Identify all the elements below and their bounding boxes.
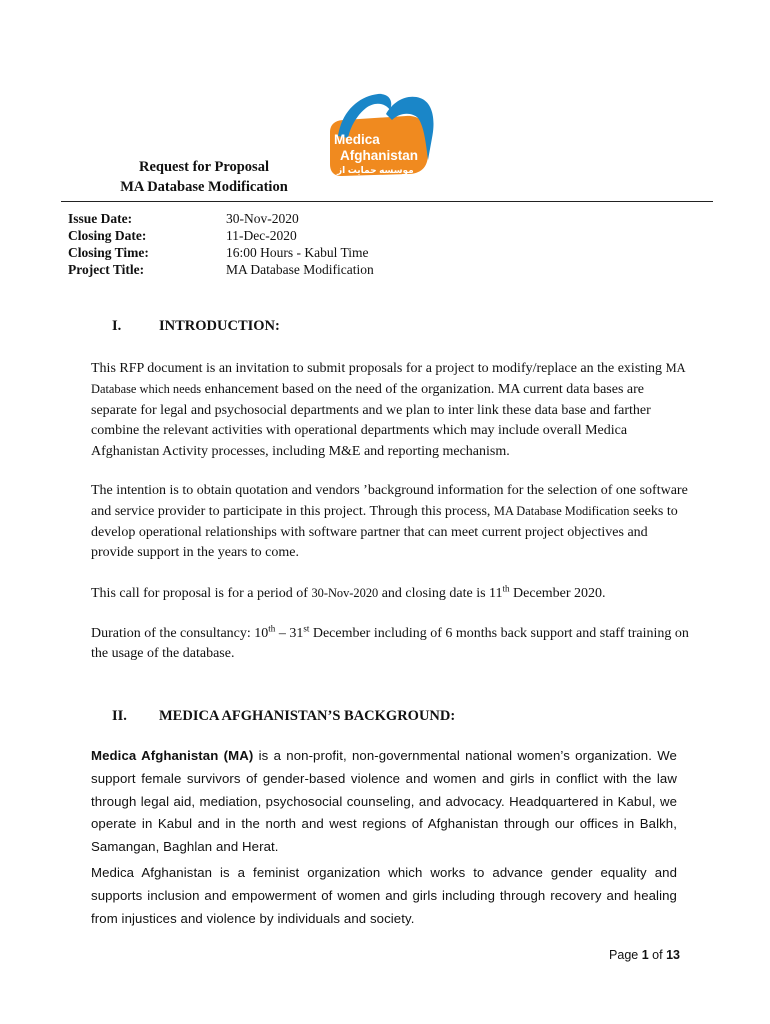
rfp-meta-table xyxy=(68,210,374,278)
text-run: enhancement based on the need of the organization. MA current data bases are separate for legal and psychosocial departments and we plan to inter link these data base and farther combine the relevant activities with operational departments which may include overall Medica Afghanistan Activity processes, including M&E and reporting mechanism. xyxy=(91,382,651,459)
text-run: December 2020. xyxy=(509,586,606,601)
intro-paragraph-2 xyxy=(91,481,691,564)
section-number: II. xyxy=(112,708,127,724)
section-title: MEDICA AFGHANISTAN’S BACKGROUND: xyxy=(159,708,456,724)
logo-line-afghanistan: Afghanistan xyxy=(340,148,419,163)
page-total: 13 xyxy=(666,948,680,962)
meta-row-issue-date xyxy=(68,210,374,227)
meta-label: Issue Date: xyxy=(68,211,133,226)
text-run: Medica Afghanistan is a feminist organization which works to advance gender equality and supports inclusion and empowerment of women and girls including through recovery and healing from injustices and violence by individuals and society. xyxy=(91,865,677,926)
meta-row-closing-time xyxy=(68,244,374,261)
section-title: INTRODUCTION: xyxy=(159,318,280,334)
meta-label: Project Title: xyxy=(68,262,145,277)
text-run: 30-Nov-2020 xyxy=(311,586,379,600)
header-divider xyxy=(61,201,713,202)
rfp-title-line2: MA Database Modification xyxy=(120,179,288,195)
page-current: 1 xyxy=(641,948,649,962)
text-run: MA Database Modification xyxy=(493,504,630,519)
intro-paragraph-3 xyxy=(91,583,691,604)
meta-value: MA Database Modification xyxy=(226,262,374,277)
meta-value: 16:00 Hours - Kabul Time xyxy=(226,245,369,260)
text-run: is a non-profit, non-governmental national women’s organization. We support female survivors of gender-based violence and women and girls in conflict with the law through legal aid, mediation, psychosocial counseling, and advocacy. Headquartered in Kabul, we operate in Kabul and in the north and west regions of Afghanistan through our offices in Balkh, Samangan, Baghlan and Herat. xyxy=(91,748,677,855)
background-paragraph-1 xyxy=(91,745,677,859)
intro-paragraph-4 xyxy=(91,624,691,665)
rfp-title xyxy=(100,157,308,197)
logo-text xyxy=(331,132,431,190)
text-run: This RFP document is an invitation to submit proposals for a project to modify/replace an the existing xyxy=(91,361,666,376)
text-run: and closing date is 11 xyxy=(378,586,503,601)
text-run: of xyxy=(652,948,663,962)
superscript: th xyxy=(502,583,510,594)
text-run: seeks to develop operational relationships with software partner that can meet current project objectives and provide support in the years to come. xyxy=(91,504,678,561)
intro-paragraph-1 xyxy=(91,358,691,462)
text-run: The intention is to obtain quotation and vendors ’background information for the selection of one software and service provider to participate in this project. Through this process, xyxy=(91,483,688,520)
text-run: This call for proposal is for a period of xyxy=(91,586,312,601)
page-number-footer xyxy=(609,948,680,962)
text-run-bold: Medica Afghanistan (MA) xyxy=(91,748,254,763)
text-run: December including of 6 months back support and staff training on the usage of the database. xyxy=(91,626,689,662)
rfp-title-line1: Request for Proposal xyxy=(139,159,269,175)
meta-row-project-title xyxy=(68,261,374,278)
text-run: Page xyxy=(609,948,639,962)
meta-value: 11-Dec-2020 xyxy=(226,228,297,243)
meta-value: 30-Nov-2020 xyxy=(226,211,299,226)
superscript: th xyxy=(268,623,276,634)
meta-label: Closing Date: xyxy=(68,228,147,243)
section-heading-background xyxy=(112,706,455,726)
superscript: st xyxy=(303,623,310,634)
text-run: – 31 xyxy=(275,626,304,641)
logo-arabic-text: موسسه حمایت از زنان xyxy=(337,165,414,188)
section-heading-introduction xyxy=(112,316,280,336)
logo-line-medica: Medica xyxy=(334,132,380,147)
section-number: I. xyxy=(112,318,122,334)
meta-label: Closing Time: xyxy=(68,245,149,260)
text-run: MA Database which needs xyxy=(91,361,685,397)
text-run: Duration of the consultancy: 10 xyxy=(91,626,269,641)
meta-row-closing-date xyxy=(68,227,374,244)
background-paragraph-2 xyxy=(91,862,677,930)
